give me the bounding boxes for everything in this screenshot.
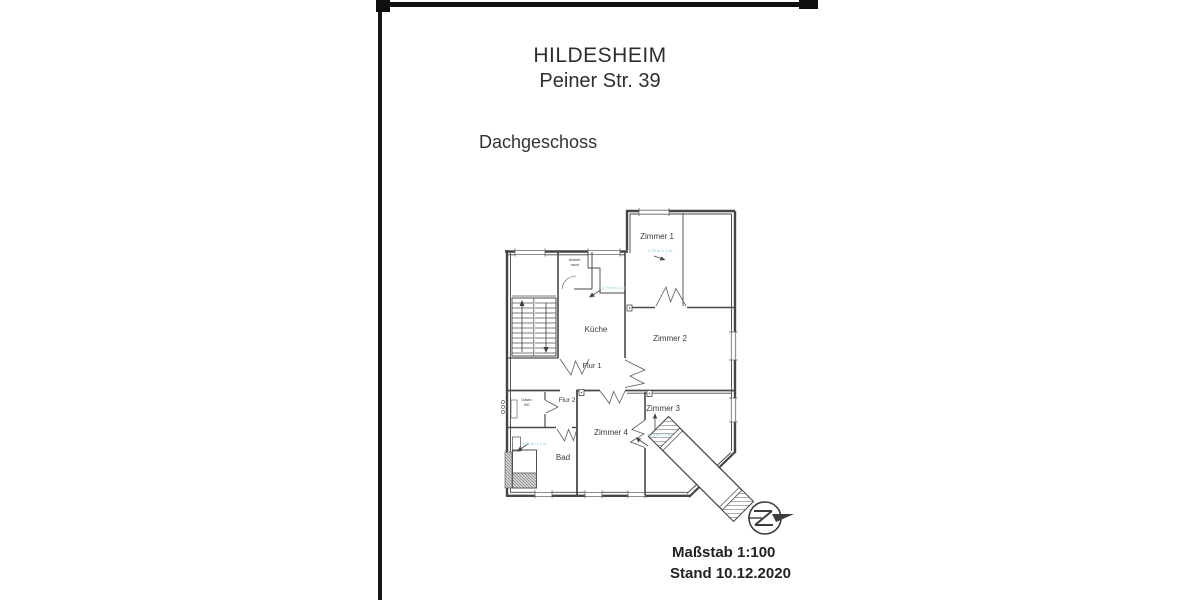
scale-label: Maßstab 1:100 xyxy=(672,544,776,561)
scan-bar-top-end xyxy=(799,0,818,9)
label-bad: Bad xyxy=(555,453,571,462)
label-zimmer-2: Zimmer 2 xyxy=(653,334,687,343)
label-zimmer-1: Zimmer 1 xyxy=(640,232,674,241)
detector-symbols xyxy=(579,305,652,397)
north-arrow-head xyxy=(772,514,794,522)
scan-corner-blob xyxy=(376,0,390,12)
label-kueche: Küche xyxy=(584,325,608,334)
title-block xyxy=(420,44,780,93)
note-zimmer1: 2,79 m ü. 1 m xyxy=(648,248,673,253)
annotation-arrows xyxy=(517,256,666,452)
floor-label: Dachgeschoss xyxy=(479,132,598,152)
label-flur-2: Flur 2 xyxy=(558,397,576,404)
label-gaeste-wc-2: WC xyxy=(523,403,531,407)
note-zimmer3: 2,19 m ü. 1 m xyxy=(647,432,672,437)
staircase xyxy=(512,296,556,356)
scan-bar-top xyxy=(380,2,801,7)
pipe-symbols xyxy=(501,400,504,413)
date-label: Stand 10.12.2020 xyxy=(670,565,791,582)
note-kueche: 2,79 m ü. 1 m xyxy=(602,285,627,290)
label-zimmer-4: Zimmer 4 xyxy=(594,428,628,437)
label-abstellraum-2: raum xyxy=(570,263,580,267)
floor-plan-drawing xyxy=(498,198,754,522)
label-abstellraum-1: Abstell- xyxy=(568,258,582,262)
north-arrow-logo xyxy=(742,494,798,540)
street-title: Peiner Str. 39 xyxy=(539,70,661,92)
label-gaeste-wc-1: Gäste- xyxy=(521,398,533,402)
city-title: HILDESHEIM xyxy=(533,44,667,67)
note-bad: 1,38 m ü. 1 m xyxy=(522,441,547,446)
z-glyph xyxy=(748,511,773,525)
label-flur-1: Flur 1 xyxy=(582,361,602,370)
scan-edge-left xyxy=(378,0,382,600)
label-zimmer-3: Zimmer 3 xyxy=(646,404,680,413)
